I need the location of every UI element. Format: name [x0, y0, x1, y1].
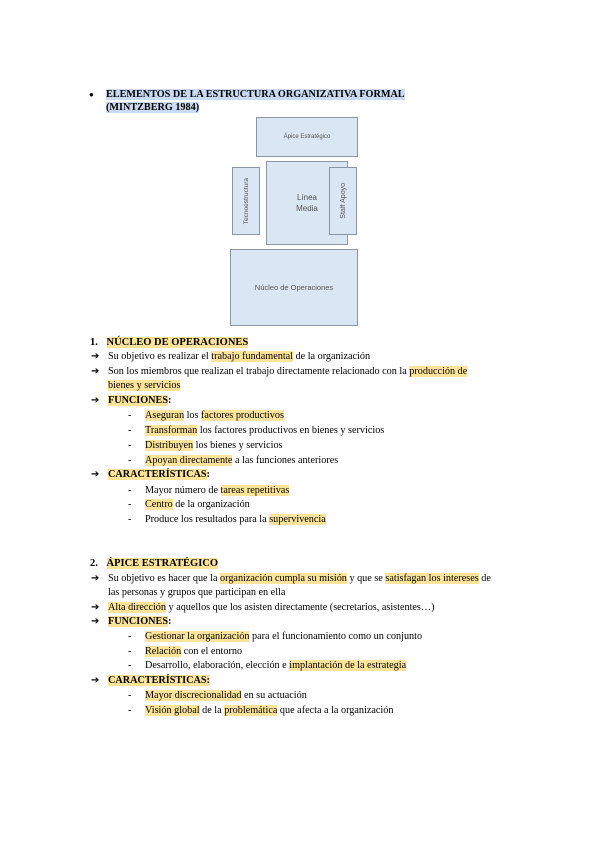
- highlight-run: tareas repetitivas: [220, 485, 290, 496]
- section2-title: ÁPICE ESTRATÉGICO: [106, 558, 219, 569]
- section2-function-item: [145, 630, 422, 643]
- text-run: :: [168, 616, 172, 627]
- dash-bullet: -: [128, 514, 132, 525]
- highlight-run: trabajo fundamental: [211, 351, 294, 362]
- highlight-run: problemática: [224, 705, 278, 716]
- dash-bullet: -: [128, 455, 132, 466]
- arrow-icon: ➔: [91, 351, 100, 362]
- section1-function-item: [145, 439, 283, 452]
- diagram-support-staff-label: Staff Apoyo: [339, 183, 347, 219]
- highlight-run: Centro: [145, 499, 173, 510]
- text-run: los factores productivos en bienes y servicios: [197, 425, 385, 436]
- arrow-icon: ➔: [91, 675, 100, 686]
- dash-bullet: -: [128, 440, 132, 451]
- text-run: Desarrollo, elaboración, elección e: [145, 660, 290, 671]
- dash-bullet: -: [128, 660, 132, 671]
- text-run: con el entorno: [181, 646, 243, 657]
- highlight-run: implantación de la estrategia: [289, 660, 407, 671]
- diagram-operating-core-box: [230, 249, 358, 326]
- section1-characteristic-item: [145, 498, 250, 511]
- section1-objective: [108, 350, 370, 363]
- text-run: los bienes y servicios: [193, 440, 283, 451]
- diagram-support-staff-box: [329, 167, 357, 235]
- section2-characteristic-item: [145, 704, 393, 717]
- highlight-run: FUNCIONES: [108, 616, 169, 627]
- highlight-run: Distribuyen: [145, 440, 194, 451]
- dash-bullet: -: [128, 485, 132, 496]
- arrow-icon: ➔: [91, 366, 100, 377]
- section1-members: [108, 365, 467, 378]
- section1-functions-label: [108, 394, 171, 407]
- highlight-run: Apoyan directamente: [145, 455, 233, 466]
- section1-characteristic-item: [145, 484, 289, 497]
- text-run: para el funcionamiento como un conjunto: [249, 631, 423, 642]
- text-run: a las funciones anteriores: [232, 455, 339, 466]
- section1-function-item: [145, 454, 338, 467]
- text-run: Son los miembros que realizan el trabajo directamente relacionado con la: [108, 366, 410, 377]
- section2-objective-cont: [108, 586, 285, 599]
- diagram-technostructure-label: Tecnoestructura: [242, 177, 250, 225]
- highlight-run: factores productivos: [201, 410, 284, 421]
- arrow-icon: ➔: [91, 469, 100, 480]
- dash-bullet: -: [128, 705, 132, 716]
- section2-function-item: [145, 659, 406, 672]
- text-run: de: [478, 573, 491, 584]
- text-run: en su actuación: [241, 690, 307, 701]
- dash-bullet: -: [128, 499, 132, 510]
- section1-number: 1.: [90, 337, 98, 348]
- highlight-run: organización cumpla su misión: [220, 573, 347, 584]
- text-run: de la organización: [172, 499, 250, 510]
- section1-title: NÚCLEO DE OPERACIONES: [106, 337, 249, 348]
- highlight-run: CARACTERÍSTICAS:: [108, 675, 210, 686]
- text-run: y aquellos que los asisten directamente (secretarios, asistentes…): [166, 602, 435, 613]
- diagram-technostructure-box: [232, 167, 260, 235]
- highlight-run: CARACTERÍSTICAS: [108, 469, 207, 480]
- text-run: de la organización: [293, 351, 371, 362]
- dash-bullet: -: [128, 690, 132, 701]
- section2-top-management: [108, 601, 434, 614]
- section2-number: 2.: [90, 558, 98, 569]
- diagram-apex-label: Ápice Estratégico: [283, 134, 331, 140]
- highlight-run: FUNCIONES: [108, 395, 169, 406]
- dash-bullet: -: [128, 631, 132, 642]
- section1-function-item: [145, 409, 284, 422]
- text-run: que afecta a la organización: [277, 705, 394, 716]
- text-run: Mayor número de: [145, 485, 221, 496]
- section2-characteristic-item: [145, 689, 307, 702]
- section2-function-item: [145, 645, 242, 658]
- text-run: :: [206, 469, 210, 480]
- page-title-line1: ELEMENTOS DE LA ESTRUCTURA ORGANIZATIVA FORMAL: [106, 89, 405, 100]
- highlight-run: Alta dirección: [108, 602, 166, 613]
- dash-bullet: -: [128, 646, 132, 657]
- page-title: [106, 88, 405, 101]
- highlight-run: Mayor discrecionalidad: [145, 690, 242, 701]
- section2-heading: [90, 557, 218, 570]
- header-bullet: ●: [89, 90, 94, 99]
- highlight-run: supervivencia: [269, 514, 326, 525]
- highlight-run: Gestionar la organización: [145, 631, 250, 642]
- arrow-icon: ➔: [91, 395, 100, 406]
- page-subtitle: [106, 101, 199, 114]
- highlight-run: Transforman: [145, 425, 198, 436]
- arrow-icon: ➔: [91, 602, 100, 613]
- diagram-operating-core-label: Núcleo de Operaciones: [254, 283, 334, 292]
- section1-characteristic-item: [145, 513, 326, 526]
- highlight-run: bienes y servicios: [108, 380, 181, 391]
- highlight-run: Aseguran: [145, 410, 185, 421]
- diagram-middle-line-label: Línea Media: [296, 193, 318, 213]
- section2-objective: [108, 572, 491, 585]
- diagram-apex-box: [256, 117, 358, 157]
- text-run: Produce los resultados para la: [145, 514, 270, 525]
- text-run: las personas y grupos que participan en ella: [108, 587, 286, 598]
- highlight-run: Visión global: [145, 705, 200, 716]
- arrow-icon: ➔: [91, 573, 100, 584]
- section2-characteristics-label: [108, 674, 210, 687]
- text-run: :: [168, 395, 172, 406]
- page-title-line2: (MINTZBERG 1984): [106, 102, 200, 113]
- arrow-icon: ➔: [91, 616, 100, 627]
- text-run: y que se: [346, 573, 386, 584]
- section1-members-cont: [108, 379, 180, 392]
- highlight-run: producción de: [409, 366, 468, 377]
- dash-bullet: -: [128, 410, 132, 421]
- text-run: Su objetivo es realizar el: [108, 351, 212, 362]
- section2-functions-label: [108, 615, 171, 628]
- text-run: Su objetivo es hacer que la: [108, 573, 221, 584]
- dash-bullet: -: [128, 425, 132, 436]
- highlight-run: satisfagan los intereses: [385, 573, 479, 584]
- section1-characteristics-label: [108, 468, 210, 481]
- text-run: los: [184, 410, 202, 421]
- highlight-run: Relación: [145, 646, 182, 657]
- section1-heading: [90, 336, 248, 349]
- text-run: de la: [199, 705, 225, 716]
- section1-function-item: [145, 424, 384, 437]
